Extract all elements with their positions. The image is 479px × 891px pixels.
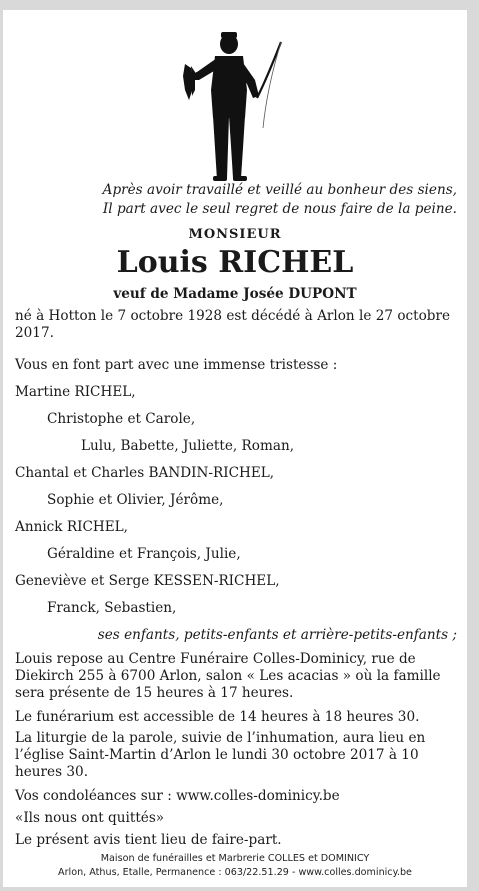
announcement-text: Vous en font part avec une immense tristesse : bbox=[15, 357, 338, 373]
notice-text: Le présent avis tient lieu de faire-part. bbox=[15, 832, 282, 848]
motto-text: «Ils nous ont quittés» bbox=[15, 810, 165, 826]
family-member: Annick RICHEL, bbox=[15, 519, 128, 535]
liturgy-text: La liturgie de la parole, suivie de l’inhumation, aura lieu en l’église Saint-Martin d’Arlon le lundi 30 octobre 2017 à 10 heures 30. bbox=[15, 730, 426, 780]
family-member: Sophie et Olivier, Jérôme, bbox=[47, 492, 224, 508]
obituary-notice bbox=[3, 10, 467, 887]
family-member: Géraldine et François, Julie, bbox=[47, 546, 241, 562]
quote-line-1: Après avoir travaillé et veillé au bonheur des siens, bbox=[102, 182, 457, 198]
family-member: Martine RICHEL, bbox=[15, 384, 136, 400]
repose-text: Louis repose au Centre Funéraire Colles-Dominicy, rue de Diekirch 255 à 6700 Arlon, salon « Les acacias » où la famille sera présente de 15 heures à 17 heures. bbox=[15, 651, 441, 701]
footer-line-2: Arlon, Athus, Etalle, Permanence : 063/22.51.29 - www.colles.dominicy.be bbox=[58, 867, 412, 878]
family-member: Franck, Sebastien, bbox=[47, 600, 177, 616]
funerarium-text: Le funérarium est accessible de 14 heures à 18 heures 30. bbox=[15, 709, 420, 725]
deceased-name: Louis RICHEL bbox=[116, 245, 354, 280]
family-member: Lulu, Babette, Juliette, Roman, bbox=[81, 438, 295, 454]
family-member: Geneviève et Serge KESSEN-RICHEL, bbox=[15, 573, 280, 589]
family-closing: ses enfants, petits-enfants et arrière-petits-enfants ; bbox=[97, 627, 457, 643]
footer-line-1: Maison de funérailles et Marbrerie COLLES et DOMINICY bbox=[100, 853, 370, 864]
quote-line-2: Il part avec le seul regret de nous faire de la peine. bbox=[102, 201, 457, 217]
birth-death-text: né à Hotton le 7 octobre 1928 est décédé à Arlon le 27 octobre 2017. bbox=[15, 308, 451, 341]
family-member: Chantal et Charles BANDIN-RICHEL, bbox=[15, 465, 275, 481]
family-member: Christophe et Carole, bbox=[47, 411, 196, 427]
fisherman-silhouette-icon bbox=[177, 28, 287, 183]
spouse-line: veuf de Madame Josée DUPONT bbox=[113, 286, 357, 302]
title-monsieur: MONSIEUR bbox=[188, 227, 282, 242]
condolences-text: Vos condoléances sur : www.colles-dominicy.be bbox=[15, 788, 340, 804]
